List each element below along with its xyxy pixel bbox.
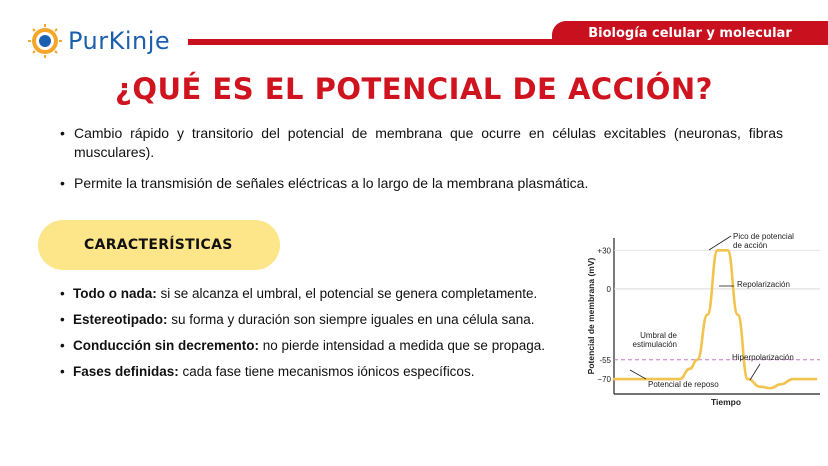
intro-item: • Cambio rápido y transitorio del potencial de membrana que ocurre en células excitables (neuronas, fibras musculares). — [60, 124, 783, 162]
feature-text: no pierde intensidad a medida que se propaga. — [259, 338, 545, 353]
peak-label: de acción — [733, 241, 768, 250]
feature-term: Conducción sin decremento: — [73, 338, 260, 353]
y-tick-label: −70 — [597, 375, 611, 385]
feature-term: Todo o nada: — [73, 286, 157, 301]
y-tick-label: +30 — [597, 246, 611, 256]
action-potential-curve — [614, 250, 816, 388]
feature-text: cada fase tiene mecanismos iónicos específicos. — [178, 364, 475, 379]
feature-term: Estereotipado: — [73, 312, 168, 327]
y-tick-label: -55 — [599, 355, 611, 365]
peak-label: Pico de potencial — [733, 232, 794, 241]
page-title: ¿QUÉ ES EL POTENCIAL DE ACCIÓN? — [115, 72, 713, 106]
feature-text: su forma y duración son siempre iguales en una célula sana. — [167, 312, 535, 327]
resting-pointer — [630, 370, 646, 379]
hyperpolarization-label: Hiperpolarización — [732, 353, 794, 362]
peak-pointer — [709, 236, 731, 250]
feature-item — [60, 363, 580, 381]
threshold-label: Umbral de — [640, 331, 677, 340]
brain-icon — [28, 24, 62, 58]
feature-term: Fases definidas: — [73, 364, 179, 379]
action-potential-chart — [580, 228, 820, 410]
repolarization-label: Repolarización — [737, 280, 790, 289]
logo-text: PurKinje — [68, 27, 171, 55]
features-heading-pill — [38, 220, 280, 270]
y-tick-label: 0 — [606, 284, 611, 294]
y-axis-label: Potencial de membrana (mV) — [586, 257, 596, 375]
course-label: Biología celular y molecular — [588, 25, 792, 41]
feature-item — [60, 285, 580, 303]
resting-label: Potencial de reposo — [648, 380, 719, 389]
threshold-label: estimulación — [632, 340, 677, 349]
feature-item — [60, 311, 580, 329]
features-heading: CARACTERÍSTICAS — [84, 237, 233, 253]
purkinje-logo — [28, 24, 170, 58]
feature-text: si se alcanza el umbral, el potencial se genera completamente. — [156, 286, 538, 301]
hyperpolarization-pointer — [750, 364, 760, 380]
intro-list — [60, 124, 783, 175]
features-list — [60, 285, 580, 389]
feature-item — [60, 337, 580, 355]
intro-list — [60, 174, 783, 206]
x-axis-label: Tiempo — [710, 397, 742, 407]
course-tab — [552, 21, 828, 45]
intro-item: • Permite la transmisión de señales eléctricas a lo largo de la membrana plasmática. — [60, 174, 783, 193]
